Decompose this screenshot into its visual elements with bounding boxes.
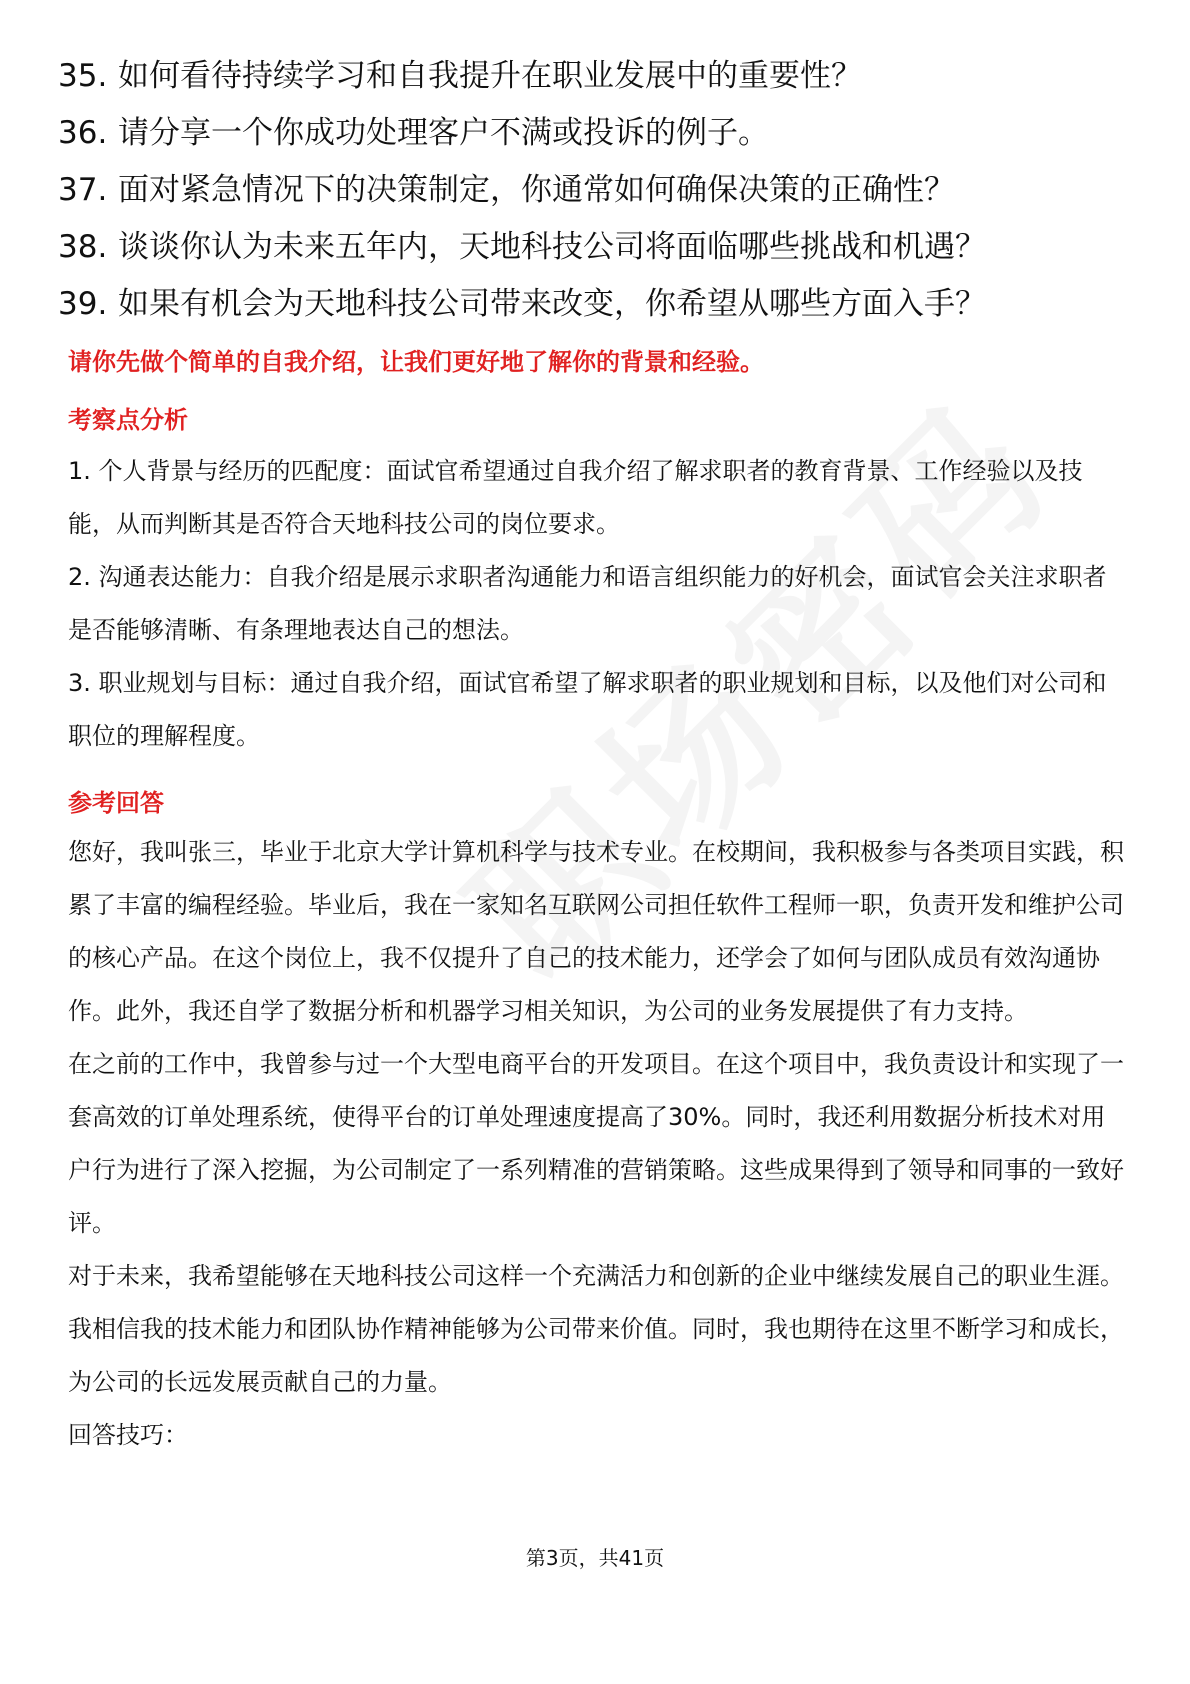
question-item xyxy=(58,276,1128,333)
question-number: 37. xyxy=(58,172,108,208)
question-item xyxy=(58,105,1128,162)
answer-paragraph: 您好，我叫张三，毕业于北京大学计算机科学与技术专业。在校期间，我积极参与各类项目实践，积累了丰富的编程经验。毕业后，我在一家知名互联网公司担任软件工程师一职，负责开发和维护公司的核心产品。在这个岗位上，我不仅提升了自己的技术能力，还学会了如何与团队成员有效沟通协作。此外，我还自学了数据分析和机器学习相关知识，为公司的业务发展提供了有力支持。 xyxy=(68,838,1124,1025)
question-title: 请你先做个简单的自我介绍，让我们更好地了解你的背景和经验。 xyxy=(68,348,764,376)
analysis-heading: 考察点分析 xyxy=(68,406,188,434)
question-number: 35. xyxy=(58,58,108,94)
analysis-point: 2. 沟通表达能力：自我介绍是展示求职者沟通能力和语言组织能力的好机会，面试官会关注求职者是否能够清晰、有条理地表达自己的想法。 xyxy=(68,563,1107,644)
question-number: 39. xyxy=(58,286,108,322)
answer-paragraph: 在之前的工作中，我曾参与过一个大型电商平台的开发项目。在这个项目中，我负责设计和实现了一套高效的订单处理系统，使得平台的订单处理速度提高了30%。同时，我还利用数据分析技术对用户行为进行了深入挖掘，为公司制定了一系列精准的营销策略。这些成果得到了领导和同事的一致好评。 xyxy=(68,1050,1124,1237)
question-item xyxy=(58,48,1128,105)
analysis-point: 3. 职业规划与目标：通过自我介绍，面试官希望了解求职者的职业规划和目标，以及他们对公司和职位的理解程度。 xyxy=(68,669,1107,750)
question-number: 36. xyxy=(58,115,108,151)
answer-tips-label: 回答技巧： xyxy=(68,1421,188,1449)
answer-paragraph: 对于未来，我希望能够在天地科技公司这样一个充满活力和创新的企业中继续发展自己的职业生涯。我相信我的技术能力和团队协作精神能够为公司带来价值。同时，我也期待在这里不断学习和成长，为公司的长远发展贡献自己的力量。 xyxy=(68,1262,1124,1396)
answer-paragraphs xyxy=(68,826,1128,1462)
question-text: 面对紧急情况下的决策制定，你通常如何确保决策的正确性？ xyxy=(118,172,955,208)
question-item xyxy=(58,219,1128,276)
answer-heading: 参考回答 xyxy=(68,789,164,817)
question-item xyxy=(58,162,1128,219)
question-text: 谈谈你认为未来五年内，天地科技公司将面临哪些挑战和机遇？ xyxy=(118,229,986,265)
question-number: 38. xyxy=(58,229,108,265)
question-list xyxy=(58,48,1128,333)
analysis-points xyxy=(68,445,1128,763)
question-text: 如何看待持续学习和自我提升在职业发展中的重要性？ xyxy=(118,58,862,94)
analysis-point: 1. 个人背景与经历的匹配度：面试官希望通过自我介绍了解求职者的教育背景、工作经验以及技能，从而判断其是否符合天地科技公司的岗位要求。 xyxy=(68,457,1083,538)
question-text: 如果有机会为天地科技公司带来改变，你希望从哪些方面入手？ xyxy=(118,286,986,322)
page-footer: 第3页，共41页 xyxy=(525,1546,665,1570)
question-text: 请分享一个你成功处理客户不满或投诉的例子。 xyxy=(118,115,769,151)
